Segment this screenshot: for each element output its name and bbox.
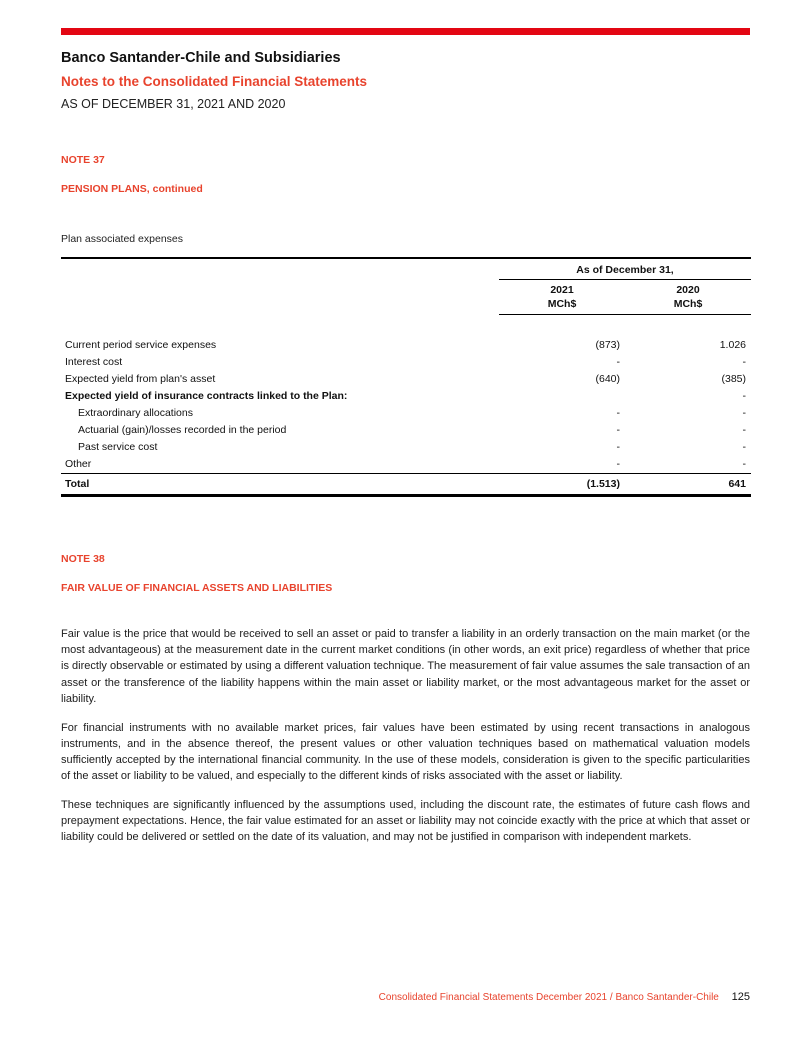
- body-paragraph: These techniques are significantly influenced by the assumptions used, including the discount rate, the estimates of future cash flows and prepayment expectations. Hence, the fair value estimated for an asset or liability may not coincide exactly with the price at which that asset or liability could be delivered or settled on the date of its valuation, and may not be justified in comparison with independent markets.: [61, 798, 750, 843]
- value-2020: -: [742, 424, 746, 437]
- row-label: Extraordinary allocations: [78, 407, 193, 420]
- company-name: Banco Santander-Chile and Subsidiaries: [61, 50, 341, 66]
- value-2020: -: [742, 441, 746, 454]
- col-year-2020: 2020: [676, 284, 700, 297]
- col-unit-2021: MCh$: [499, 297, 625, 315]
- note37-label: NOTE 37: [61, 153, 105, 166]
- value-2021: -: [616, 441, 620, 454]
- document-title: Notes to the Consolidated Financial Statements: [61, 74, 368, 89]
- value-2021: -: [616, 407, 620, 420]
- table-row: [61, 456, 751, 474]
- row-label: Other: [65, 458, 92, 471]
- value-2020: -: [742, 390, 746, 403]
- table-row: [61, 422, 751, 439]
- body-paragraph: For financial instruments with no available market prices, fair values have been estimated by using recent transactions in analogous instruments, and in the absence thereof, the present values or other valuation techniques based on mathematical valuation models sufficiently accepted by the international financial community. In the use of these models, consideration is given to the specific particularities of the asset or liability to be valued, and especially to the different kinds of risks associated with the asset or liability.: [61, 721, 750, 782]
- value-2020: -: [742, 356, 746, 369]
- table-row: [61, 388, 751, 405]
- table-caption: Plan associated expenses: [61, 233, 183, 246]
- row-label: Past service cost: [78, 441, 158, 454]
- value-2021: [499, 388, 625, 405]
- total-row: [61, 473, 751, 495]
- group-header: As of December 31,: [499, 258, 751, 280]
- total-value-2021: (1.513): [499, 473, 625, 495]
- value-2020: 1.026: [719, 339, 746, 352]
- note-38-section: [61, 537, 750, 845]
- body-paragraph: Fair value is the price that would be received to sell an asset or paid to transfer a liability in an orderly transaction on the main market (or the most advantageous) at the measurement date in the current market conditions (in other words, an exit price) regardless of whether that price is directly observable or estimated by using a different valuation technique. The measurement of fair value assumes the sale transaction of an asset or the transference of the liability happens within the main asset or liability market, or the most advantageous market for the asset or liability.: [61, 628, 750, 705]
- top-red-bar: [61, 28, 750, 35]
- value-2020: (385): [721, 373, 746, 386]
- value-2021: (640): [595, 373, 620, 386]
- note37-heading: [61, 138, 750, 211]
- table-footer: [61, 473, 751, 495]
- value-2021: -: [616, 458, 620, 471]
- note38-title: FAIR VALUE OF FINANCIAL ASSETS AND LIABILITIES: [61, 582, 333, 594]
- note38-heading: [61, 537, 750, 610]
- total-value-2020: 641: [625, 473, 751, 495]
- table-row: [61, 371, 751, 388]
- value-2021: (873): [595, 339, 620, 352]
- row-label: Actuarial (gain)/losses recorded in the period: [78, 424, 287, 437]
- value-2020: -: [742, 458, 746, 471]
- footer-text: Consolidated Financial Statements December 2021 / Banco Santander-Chile: [378, 992, 719, 1003]
- document-subtitle: AS OF DECEMBER 31, 2021 AND 2020: [61, 97, 286, 111]
- value-2020: -: [742, 407, 746, 420]
- note37-title: PENSION PLANS, continued: [61, 183, 203, 196]
- row-label: Expected yield of insurance contracts linked to the Plan:: [65, 390, 348, 403]
- document-header: [61, 50, 750, 111]
- header-empty-cell: [61, 280, 499, 298]
- pension-expenses-table: [61, 257, 751, 497]
- table-header: [61, 258, 751, 315]
- col-year-2021: 2021: [550, 284, 574, 297]
- table-row: [61, 337, 751, 354]
- table-row: [61, 354, 751, 371]
- table-row: [61, 439, 751, 456]
- page-number: 125: [731, 991, 750, 1003]
- spacer-row: [61, 315, 751, 337]
- value-2021: -: [616, 424, 620, 437]
- col-unit-2020: MCh$: [625, 297, 751, 315]
- table-row: [61, 405, 751, 422]
- note38-paragraphs: [61, 626, 750, 845]
- row-label: Interest cost: [65, 356, 123, 369]
- note-37-section: [61, 138, 750, 497]
- page-footer: [379, 991, 750, 1003]
- total-label: Total: [61, 473, 499, 495]
- note38-label: NOTE 38: [61, 552, 105, 565]
- expenses-table-body: [61, 315, 751, 474]
- header-empty-cell: [61, 297, 499, 315]
- header-empty-cell: [61, 258, 499, 280]
- row-label: Current period service expenses: [65, 339, 217, 352]
- value-2021: -: [616, 356, 620, 369]
- row-label: Expected yield from plan's asset: [65, 373, 216, 386]
